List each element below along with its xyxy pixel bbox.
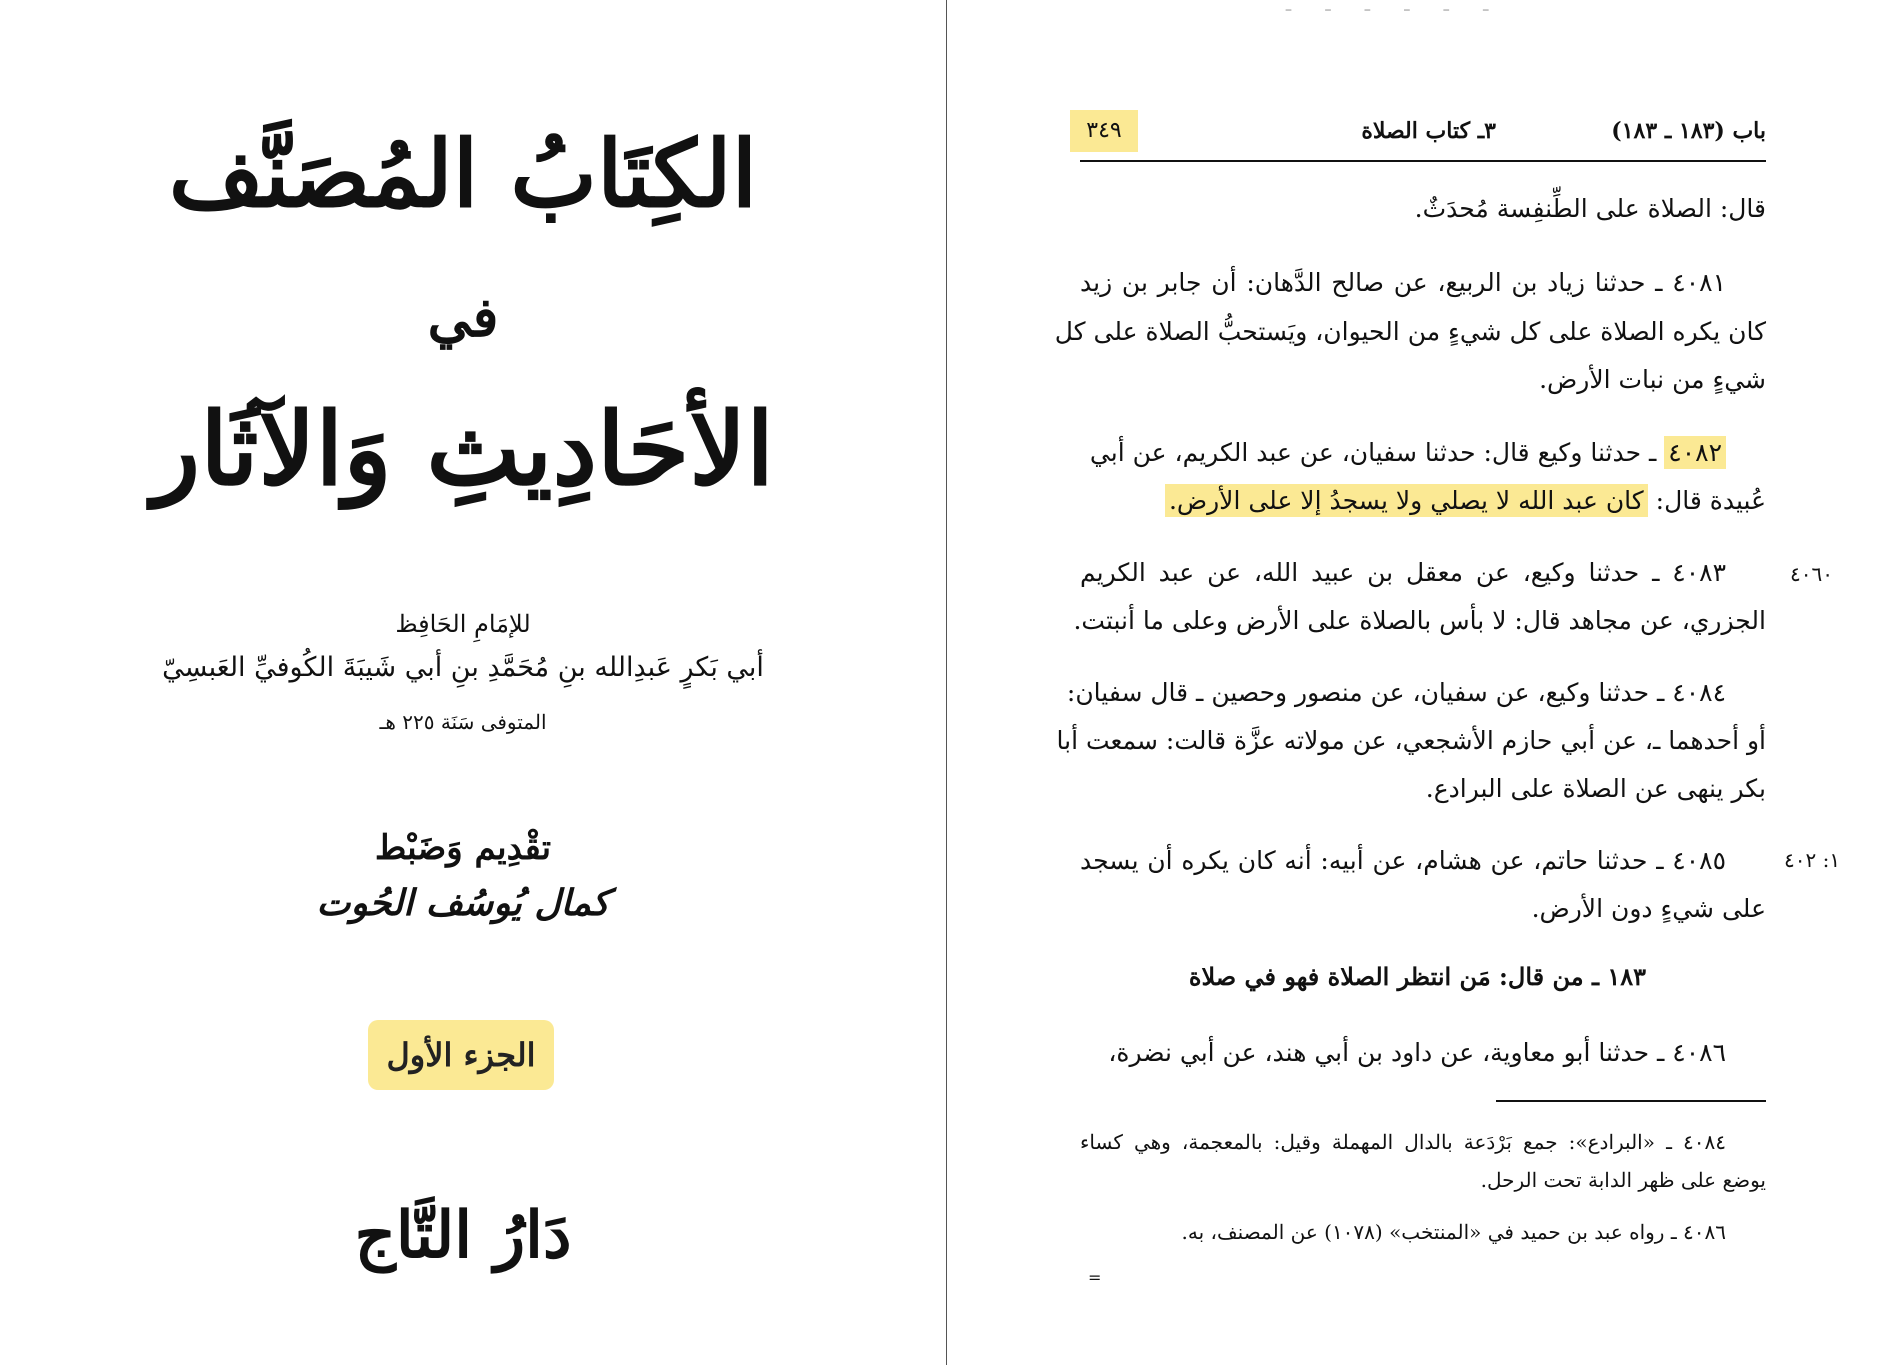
imam-label: للإمَامِ الحَافِظ bbox=[395, 610, 531, 638]
page-number: ٣٤٩ bbox=[1070, 110, 1138, 152]
editor-name: كمال يُوسُف الحُوت bbox=[316, 882, 610, 924]
text-line: ٤٠٨٥ ـ حدثنا حاتم، عن هشام، عن أبيه: أنه كان يكره أن يسجد bbox=[1080, 846, 1726, 875]
text-page bbox=[1054, 0, 1766, 1365]
scan-artifact: – – – – – – bbox=[1285, 2, 1504, 18]
running-head-book: ٣ـ كتاب الصلاة bbox=[1361, 118, 1496, 144]
margin-reference: ٤٠٦٠ bbox=[1790, 562, 1833, 586]
text-line: كان يكره الصلاة على كل شيءٍ من الحيوان، ويَستحبُّ الصلاة على كل bbox=[1054, 317, 1766, 346]
text-line: شيءٍ من نبات الأرض. bbox=[1539, 365, 1766, 394]
highlighted-hadith-number: ٤٠٨٢ bbox=[1664, 436, 1726, 469]
running-head bbox=[1080, 110, 1766, 160]
page-gutter bbox=[946, 0, 947, 1365]
text-line bbox=[1080, 486, 1766, 515]
text-line: بكر ينهى عن الصلاة على البرادع. bbox=[1425, 774, 1766, 803]
text-line: ٤٠٨٣ ـ حدثنا وكيع، عن معقل بن عبيد الله، عن عبد الكريم bbox=[1080, 558, 1726, 587]
footnote-line: ٤٠٨٦ ـ رواه عبد بن حميد في «المنتخب» (١٠٧٨) عن المصنف، به. bbox=[1181, 1220, 1726, 1244]
text-line bbox=[1080, 438, 1766, 467]
footnote-line: ٤٠٨٤ ـ «البرادع»: جمع بَرْدَعة بالدال المهملة وقيل: بالمعجمة، وهي كساء bbox=[1080, 1130, 1726, 1154]
text-line: الجزري، عن مجاهد قال: لا بأس بالصلاة على الأرض وعلى ما أنبتت. bbox=[1073, 606, 1766, 635]
text-line: على شيءٍ دون الأرض. bbox=[1531, 894, 1766, 923]
book-title-line-1: الكِتَابُ المُصَنَّف bbox=[168, 120, 758, 228]
text-line: ٤٠٨١ ـ حدثنا زياد بن الربيع، عن صالح الدَّهان: أن جابر بن زيد bbox=[1080, 268, 1726, 297]
text-line: قال: الصلاة على الطِّنفِسة مُحدَثٌ. bbox=[1414, 194, 1766, 223]
footnote-line: يوضع على ظهر الدابة تحت الرحل. bbox=[1480, 1168, 1766, 1192]
margin-reference: ١: ٤٠٢ bbox=[1784, 848, 1841, 872]
footnote-rule bbox=[1496, 1100, 1766, 1102]
book-title-line-2: في bbox=[427, 285, 499, 349]
text-line: ٤٠٨٦ ـ حدثنا أبو معاوية، عن داود بن أبي هند، عن أبي نضرة، bbox=[1108, 1038, 1726, 1067]
author-name: أبي بَكرٍ عَبدِالله بنِ مُحَمَّدِ بنِ أبي شَيبَةَ الكُوفيِّ العَبسِيّ bbox=[162, 652, 764, 683]
header-rule bbox=[1080, 160, 1766, 162]
editing-label: تقْدِيم وَضَبْط bbox=[374, 828, 552, 868]
continuation-mark: = bbox=[1088, 1268, 1102, 1287]
volume-label: الجزء الأول bbox=[368, 1020, 554, 1090]
text-line: ٤٠٨٤ ـ حدثنا وكيع، عن سفيان، عن منصور وحصين ـ قال سفيان: bbox=[1066, 678, 1726, 707]
highlighted-text: كان عبد الله لا يصلي ولا يسجدُ إلا على الأرض. bbox=[1165, 484, 1648, 517]
running-head-chapter: باب (١٨٣ ـ ١٨٣) bbox=[1611, 118, 1766, 144]
chapter-heading: ١٨٣ ـ من قال: مَن انتظر الصلاة فهو في صلاة bbox=[1188, 962, 1646, 991]
text-line: أو أحدهما ـ، عن أبي حازم الأشجعي، عن مولاته عزَّة قالت: سمعت أبا bbox=[1056, 726, 1766, 755]
publisher-name: دَارُ التَّاج bbox=[354, 1198, 572, 1273]
text-fragment: ـ حدثنا وكيع قال: حدثنا سفيان، عن عبد الكريم، عن أبي bbox=[1089, 438, 1657, 467]
text-fragment: عُبيدة قال: bbox=[1655, 486, 1766, 515]
book-title-line-3: الأحَادِيثِ وَالآثَار bbox=[151, 390, 775, 508]
author-death-year: المتوفى سَنَة ٢٢٥ هـ bbox=[379, 710, 547, 734]
